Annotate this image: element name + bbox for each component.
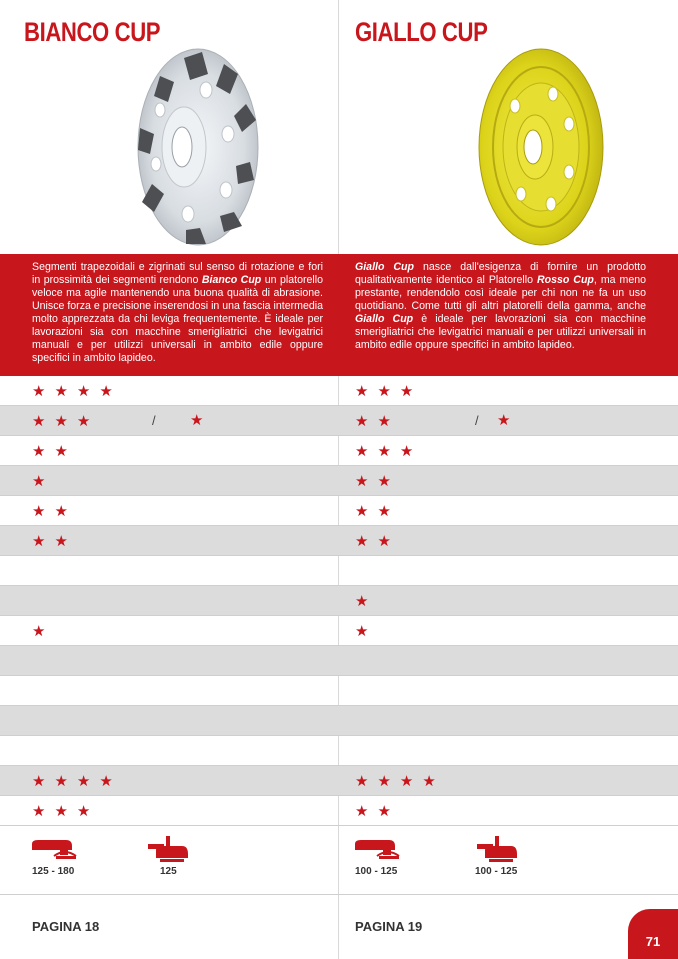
rating-row <box>339 406 678 436</box>
rating-row <box>0 496 339 526</box>
star-rating: ★★★★ <box>32 383 122 400</box>
tool-size-label: 100 - 125 <box>475 866 518 877</box>
star-rating: ★★★★ <box>32 773 122 790</box>
rating-row <box>0 676 339 706</box>
product-description: Giallo Cup nasce dall'esigenza di fornire un prodotto qualitativamente identico al Platorello Rosso Cup, ma meno prestante, rendendolo così ideale per chi non ne fa un uso quotidiano. Come tutti gli altri platorelli della gamma, anche Giallo Cup è ideale per lavorazioni sia con macchine smerigliatrici che levigatrici manuali e per utilizzi universali in ambito edile oppure specifici in ambito lapideo. <box>339 254 678 376</box>
rating-table <box>0 376 339 826</box>
footer-divider <box>0 894 339 895</box>
page-reference-link[interactable]: PAGINA 19 <box>355 919 423 934</box>
star-rating: ★★ <box>355 533 400 550</box>
rating-row <box>339 646 678 676</box>
rating-table <box>339 376 678 826</box>
star-icon: ★ <box>497 412 511 429</box>
bianco-cup-disc-image <box>126 44 266 249</box>
rating-row <box>339 706 678 736</box>
rating-row <box>0 616 339 646</box>
star-rating: ★★ <box>355 503 400 520</box>
rating-row <box>0 376 339 406</box>
rating-row <box>0 466 339 496</box>
page-number-badge: 71 <box>628 909 678 959</box>
star-rating: ★★ <box>32 503 77 520</box>
star-rating: ★ <box>355 593 378 610</box>
product-title: BIANCO CUP <box>24 17 161 47</box>
rating-row <box>0 766 339 796</box>
footer-divider <box>339 894 678 895</box>
separator-slash: / <box>152 413 156 428</box>
rating-row <box>339 796 678 826</box>
star-rating: ★★ <box>32 443 77 460</box>
star-icon: ★ <box>190 412 204 429</box>
rating-row <box>339 556 678 586</box>
rating-row <box>339 616 678 646</box>
rating-row <box>339 376 678 406</box>
star-rating: ★ <box>32 473 55 490</box>
star-rating: ★★ <box>32 533 77 550</box>
rating-row <box>339 736 678 766</box>
rating-row <box>0 406 339 436</box>
product-description: Segmenti trapezoidali e zigrinati sul senso di rotazione e fori in prossimità dei segmenti rendono Bianco Cup un platorello veloce ma agile mantenendo una buona qualità di abrasione. Unisce forza e precisione inserendosi in una fascia intermedia molto apprezzata da chi leviga frequentemente. È ideale per lavorazioni sia con macchine smerigliatrici che levigatrici manuali e per utilizzi universali in ambito edile oppure specifici in ambito lapideo. <box>0 254 339 376</box>
product-title: GIALLO CUP <box>355 17 488 47</box>
rating-row <box>0 796 339 826</box>
rating-row <box>339 766 678 796</box>
star-rating: ★★★ <box>32 413 100 430</box>
star-rating: ★★★ <box>355 383 423 400</box>
rating-row <box>0 526 339 556</box>
star-rating: ★★ <box>355 413 400 430</box>
floor-polisher-icon <box>475 836 519 864</box>
angle-grinder-icon <box>353 836 403 864</box>
rating-row <box>0 556 339 586</box>
page-reference-link[interactable]: PAGINA 18 <box>32 919 100 934</box>
rating-row <box>0 586 339 616</box>
rating-row <box>339 586 678 616</box>
rating-row <box>339 496 678 526</box>
rating-row <box>0 646 339 676</box>
star-rating: ★ <box>355 623 378 640</box>
rating-row <box>339 466 678 496</box>
star-rating: ★★★ <box>355 443 423 460</box>
rating-row <box>339 676 678 706</box>
rating-row <box>0 436 339 466</box>
angle-grinder-icon <box>30 836 80 864</box>
tool-size-label: 100 - 125 <box>355 866 398 877</box>
star-rating: ★★ <box>355 803 400 820</box>
floor-polisher-icon <box>146 836 190 864</box>
star-rating: ★★ <box>355 473 400 490</box>
tool-size-label: 125 - 180 <box>32 866 75 877</box>
star-rating: ★★★★ <box>355 773 445 790</box>
star-rating: ★ <box>32 623 55 640</box>
tool-size-label: 125 <box>160 866 177 877</box>
rating-row <box>0 736 339 766</box>
rating-row <box>339 436 678 466</box>
star-rating: ★★★ <box>32 803 100 820</box>
giallo-cup-disc-image <box>469 44 609 249</box>
rating-row <box>339 526 678 556</box>
rating-row <box>0 706 339 736</box>
separator-slash: / <box>475 413 479 428</box>
